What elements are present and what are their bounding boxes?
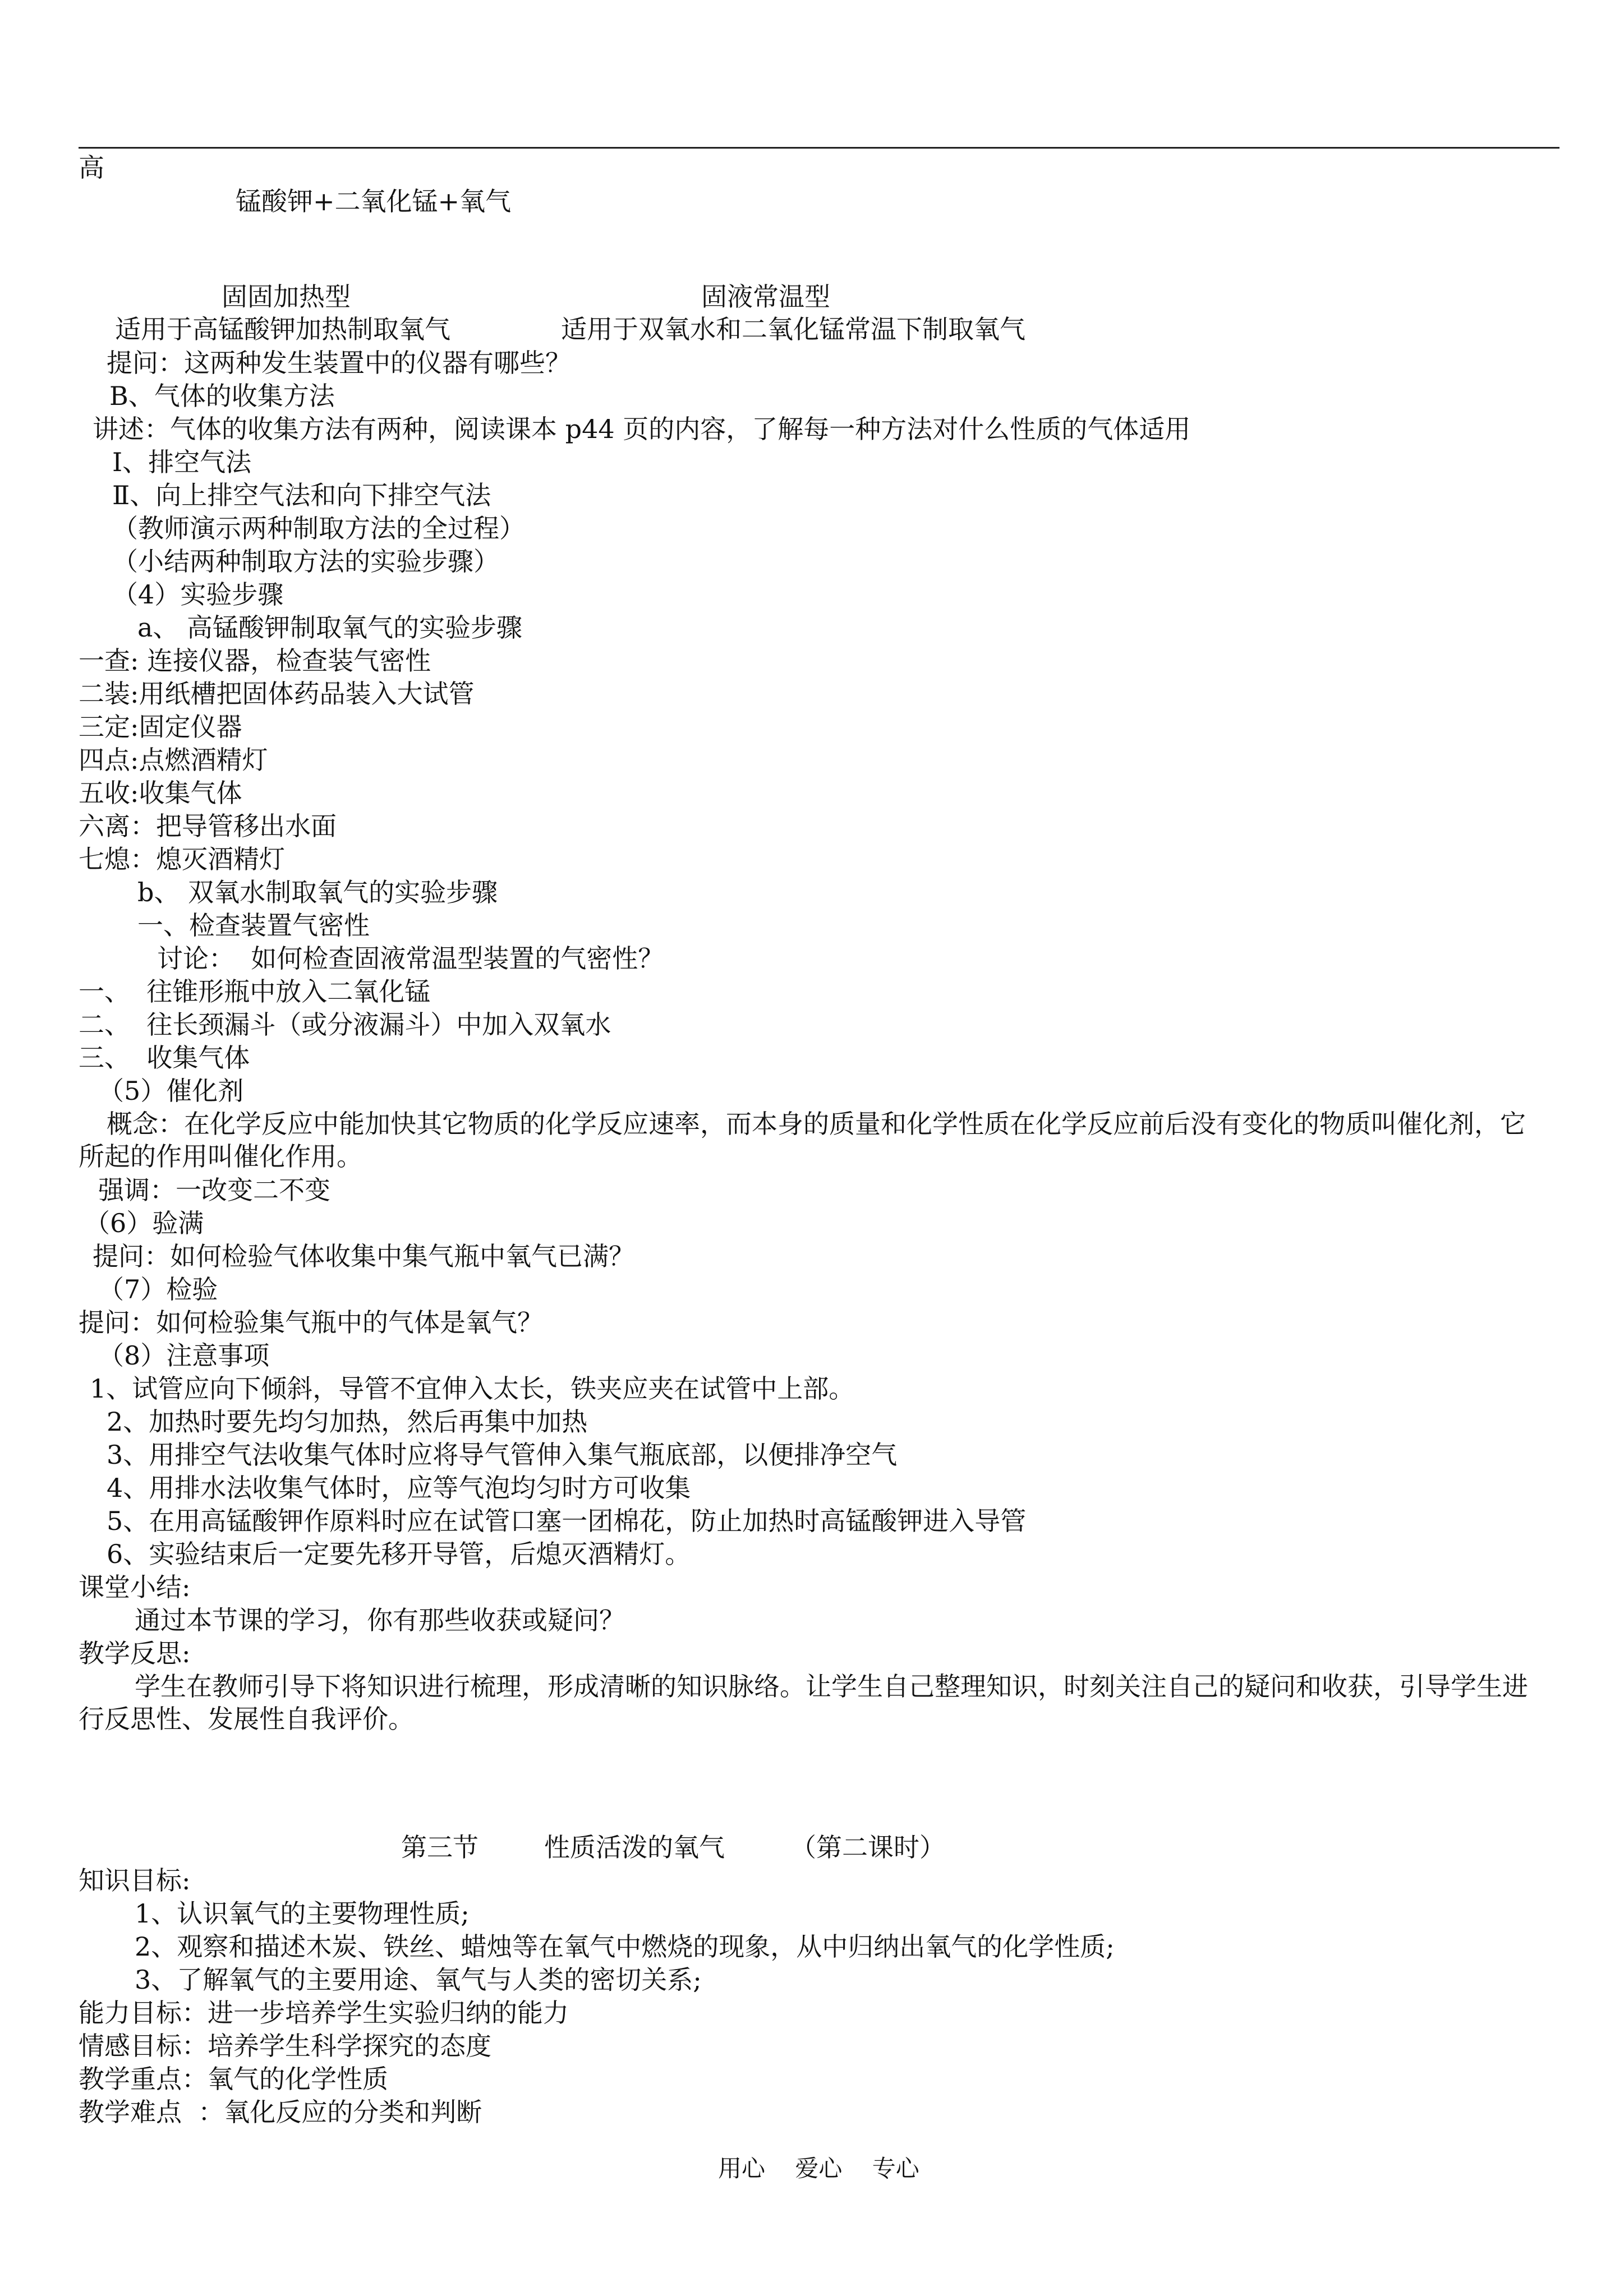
step-6: 六离：把导管移出水面 [79, 811, 337, 841]
step-4: 四点:点燃酒精灯 [79, 745, 268, 775]
teaching-key-point: 教学重点：氧气的化学性质 [79, 2064, 388, 2094]
question-verify: 提问：如何检验集气瓶中的气体是氧气？ [79, 1307, 543, 1338]
step-2: 二装:用纸槽把固体药品装入大试管 [79, 679, 475, 709]
class-summary-label: 课堂小结: [79, 1572, 191, 1602]
apparatus-left-title: 固固加热型 [222, 282, 351, 312]
kmno4-steps-heading: a、 高锰酸钾制取氧气的实验步骤 [137, 612, 523, 643]
note-4: 4、用排水法收集气体时，应等气泡均匀时方可收集 [107, 1473, 691, 1503]
footer-motto: 用心 爱心 专心 [718, 2155, 919, 2182]
note-3: 3、用排空气法收集气体时应将导气管伸入集气瓶底部，以便排净空气 [107, 1440, 898, 1470]
step-5: 五收:收集气体 [79, 778, 242, 808]
emotion-goal: 情感目标：培养学生科学探究的态度 [79, 2031, 491, 2061]
heading-collect: B、气体的收集方法 [109, 381, 335, 411]
knowledge-goals-label: 知识目标: [79, 1865, 191, 1896]
reaction-products: 锰酸钾+二氧化锰+氧气 [236, 186, 512, 216]
check-airtightness: 一、检查装置气密性 [137, 910, 370, 940]
method-2: Ⅱ、向上排空气法和向下排空气法 [112, 480, 491, 510]
lecture-text: 讲述：气体的收集方法有两种，阅读课本 p44 页的内容，了解每一种方法对什么性质的气体适用 [93, 414, 1191, 444]
apparatus-right-desc: 适用于双氧水和二氧化锰常温下制取氧气 [561, 314, 1025, 344]
summary-steps: （小结两种制取方法的实验步骤） [112, 546, 499, 577]
note-6: 6、实验结束后一定要先移开导管，后熄灭酒精灯。 [107, 1539, 691, 1569]
knowledge-goal-1: 1、认识氧气的主要物理性质; [135, 1898, 470, 1929]
ability-goal: 能力目标：进一步培养学生实验归纳的能力 [79, 1998, 569, 2028]
section-4-heading: （4）实验步骤 [112, 579, 284, 610]
section-title: 第三节 性质活泼的氧气 （第二课时） [401, 1832, 945, 1862]
header-fragment: 高 [79, 153, 104, 183]
question-full: 提问：如何检验气体收集中集气瓶中氧气已满？ [93, 1241, 634, 1271]
catalyst-concept: 概念：在化学反应中能加快其它物质的化学反应速率，而本身的质量和化学性质在化学反应前后没有变化的物质叫催化剂，它所起的作用叫催化作用。 [79, 1109, 1526, 1172]
section-5-heading: （5）催化剂 [98, 1076, 244, 1106]
discussion: 讨论： 如何检查固液常温型装置的气密性？ [157, 943, 664, 974]
teaching-difficulty: 教学难点 ：氧化反应的分类和判断 [79, 2097, 482, 2127]
method-1: Ⅰ、排空气法 [112, 447, 252, 477]
reflection-label: 教学反思: [79, 1638, 191, 1668]
note-1: 1、试管应向下倾斜，导管不宜伸入太长，铁夹应夹在试管中上部。 [90, 1373, 855, 1404]
question-apparatus: 提问：这两种发生装置中的仪器有哪些？ [107, 348, 571, 378]
reflection-text: 学生在教师引导下将知识进行梳理，形成清晰的知识脉络。让学生自己整理知识，时刻关注自己的疑问和收获，引导学生进行反思性、发展性自我评价。 [79, 1671, 1528, 1734]
h2o2-step-1: 一、 往锥形瓶中放入二氧化锰 [79, 976, 431, 1007]
h2o2-step-2: 二、 往长颈漏斗（或分液漏斗）中加入双氧水 [79, 1009, 611, 1040]
apparatus-left-desc: 适用于高锰酸钾加热制取氧气 [115, 314, 450, 344]
h2o2-step-3: 三、 收集气体 [79, 1043, 250, 1073]
knowledge-goal-3: 3、了解氧气的主要用途、氧气与人类的密切关系; [135, 1965, 702, 1995]
knowledge-goal-2: 2、观察和描述木炭、铁丝、蜡烛等在氧气中燃烧的现象，从中归纳出氧气的化学性质; [135, 1931, 1115, 1962]
h2o2-steps-heading: b、 双氧水制取氧气的实验步骤 [137, 877, 498, 907]
apparatus-right-title: 固液常温型 [701, 282, 830, 312]
teacher-demo: （教师演示两种制取方法的全过程） [112, 513, 525, 543]
step-1: 一查: 连接仪器，检查装气密性 [79, 646, 431, 676]
header-rule [79, 147, 1559, 149]
section-6-heading: （6）验满 [84, 1208, 204, 1238]
note-5: 5、在用高锰酸钾作原料时应在试管口塞一团棉花，防止加热时高锰酸钾进入导管 [107, 1506, 1027, 1536]
step-3: 三定:固定仪器 [79, 712, 242, 742]
note-2: 2、加热时要先均匀加热，然后再集中加热 [107, 1407, 588, 1437]
section-7-heading: （7）检验 [98, 1274, 218, 1304]
step-7: 七熄：熄灭酒精灯 [79, 844, 285, 874]
emphasis: 强调：一改变二不变 [98, 1175, 330, 1205]
class-summary-text: 通过本节课的学习，你有那些收获或疑问？ [135, 1605, 625, 1635]
section-8-heading: （8）注意事项 [98, 1340, 270, 1371]
